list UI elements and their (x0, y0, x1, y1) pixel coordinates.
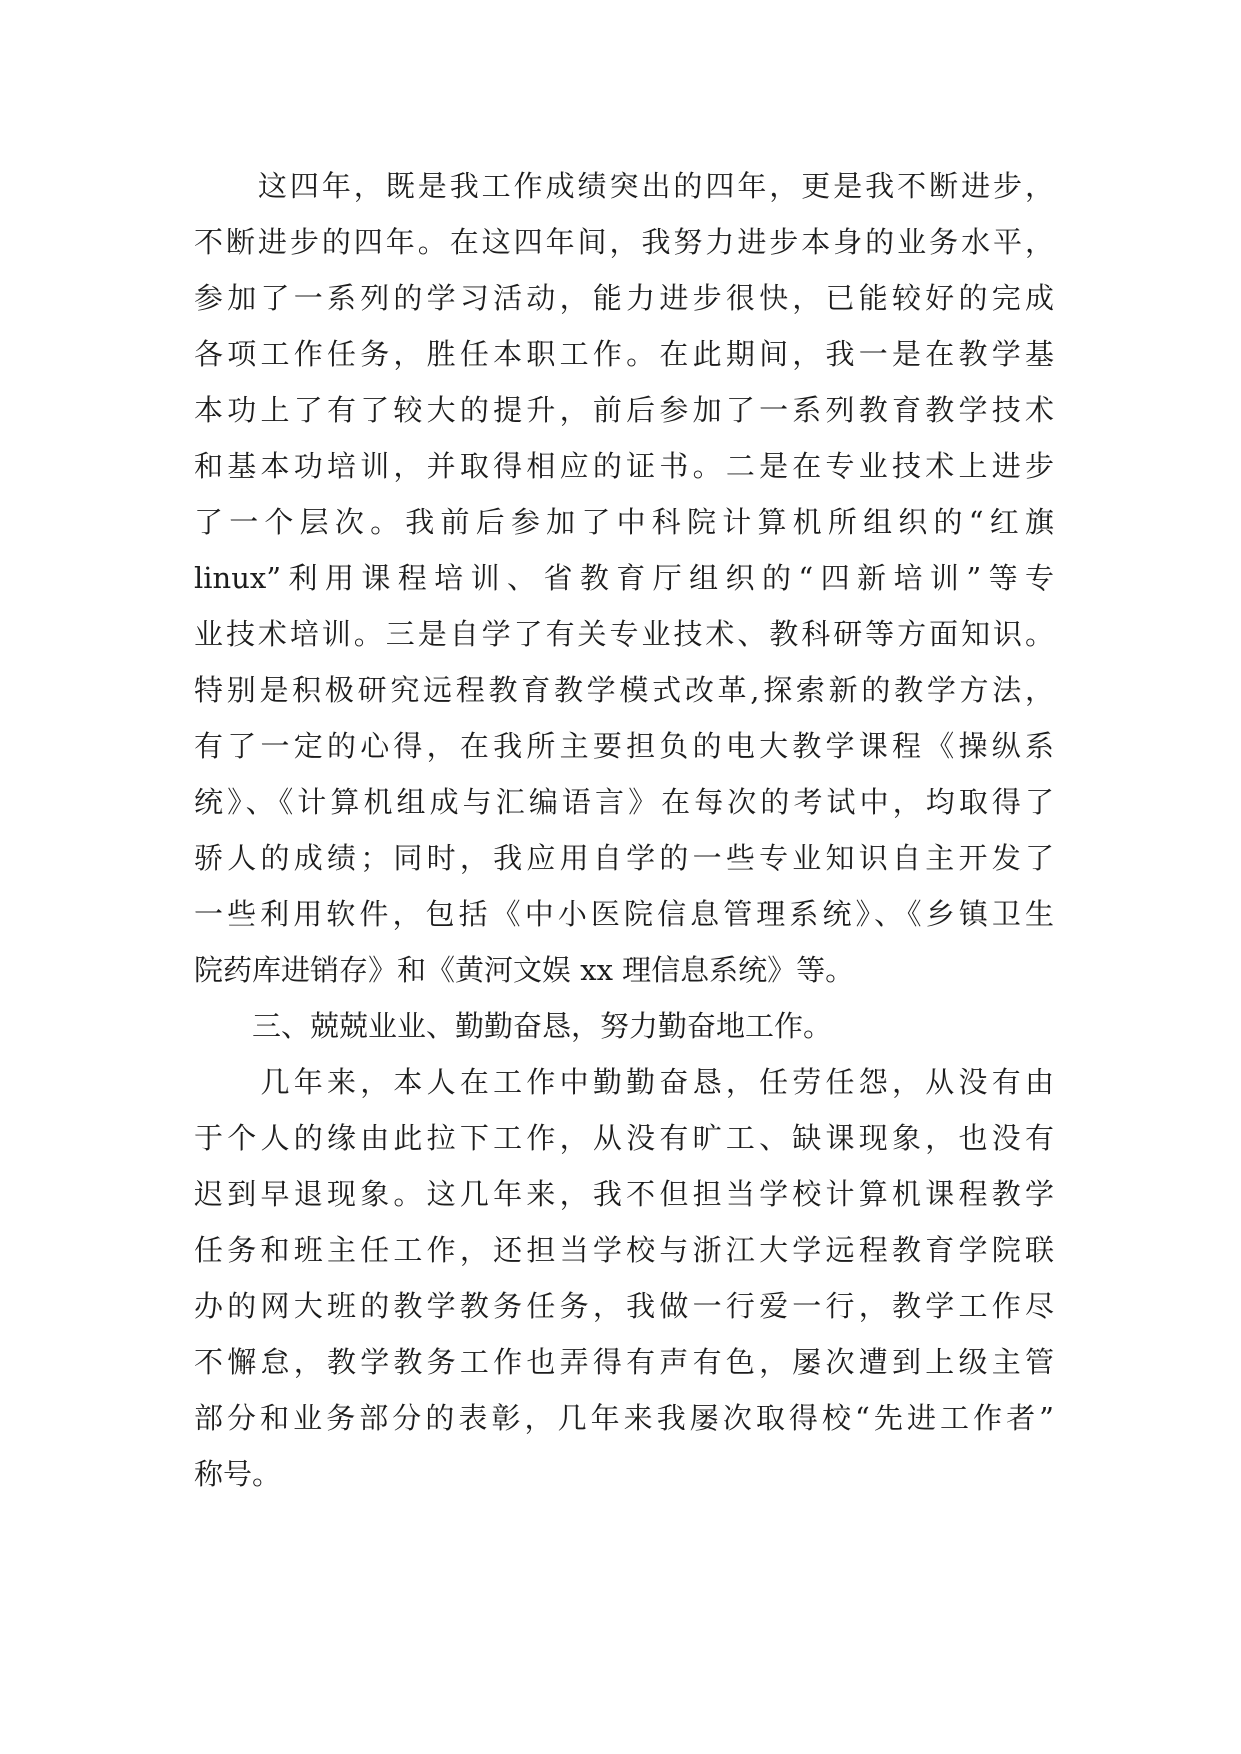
text-line: 本功上了有了较大的提升，前后参加了一系列教育教学技术 (194, 393, 1054, 427)
text-line: 有了一定的心得，在我所主要担负的电大教学课程《操纵系 (194, 729, 1054, 763)
text-line: 这四年，既是我工作成绩突出的四年，更是我不断进步， (194, 169, 1054, 203)
text-line: 统》、《计算机组成与汇编语言》在每次的考试中，均取得了 (194, 785, 1054, 819)
text-line: 骄人的成绩；同时，我应用自学的一些专业知识自主开发了 (194, 841, 1054, 875)
text-line: 各项工作任务，胜任本职工作。在此期间，我一是在教学基 (194, 337, 1054, 371)
text-line: 称号。 (194, 1457, 282, 1491)
text-line: 院药库进销存》和《黄河文娱 xx 理信息系统》等。 (194, 953, 855, 987)
text-line: 了一个层次。我前后参加了中科院计算机所组织的“红旗 (194, 505, 1054, 539)
section-heading (194, 998, 1054, 1054)
text-line: 特别是积极研究远程教育教学模式改革,探索新的教学方法， (194, 673, 1054, 707)
text-line: 不懈怠，教学教务工作也弄得有声有色，屡次遭到上级主管 (194, 1345, 1054, 1379)
text-line: 不断进步的四年。在这四年间，我努力进步本身的业务水平， (194, 225, 1054, 259)
heading-line: 三、兢兢业业、勤勤奋恳，努力勤奋地工作。 (194, 1009, 833, 1043)
text-line: 一些利用软件，包括《中小医院信息管理系统》、《乡镇卫生 (194, 897, 1054, 931)
text-line: 迟到早退现象。这几年来，我不但担当学校计算机课程教学 (194, 1177, 1054, 1211)
text-line: 办的网大班的教学教务任务，我做一行爱一行，教学工作尽 (194, 1289, 1054, 1323)
text-line: 任务和班主任工作，还担当学校与浙江大学远程教育学院联 (194, 1233, 1054, 1267)
text-line: 于个人的缘由此拉下工作，从没有旷工、缺课现象，也没有 (194, 1121, 1054, 1155)
text-line: 几年来，本人在工作中勤勤奋恳，任劳任怨，从没有由 (194, 1065, 1054, 1099)
paragraph-achievements (194, 158, 1054, 998)
document-body (194, 158, 1054, 1502)
text-line: 参加了一系列的学习活动，能力进步很快，已能较好的完成 (194, 281, 1054, 315)
text-line: 和基本功培训，并取得相应的证书。二是在专业技术上进步 (194, 449, 1054, 483)
text-line: linux”利用课程培训、省教育厅组织的“四新培训”等专 (194, 561, 1054, 595)
paragraph-diligence (194, 1054, 1054, 1502)
text-line: 部分和业务部分的表彰，几年来我屡次取得校“先进工作者” (194, 1401, 1054, 1435)
text-line: 业技术培训。三是自学了有关专业技术、教科研等方面知识。 (194, 617, 1054, 651)
